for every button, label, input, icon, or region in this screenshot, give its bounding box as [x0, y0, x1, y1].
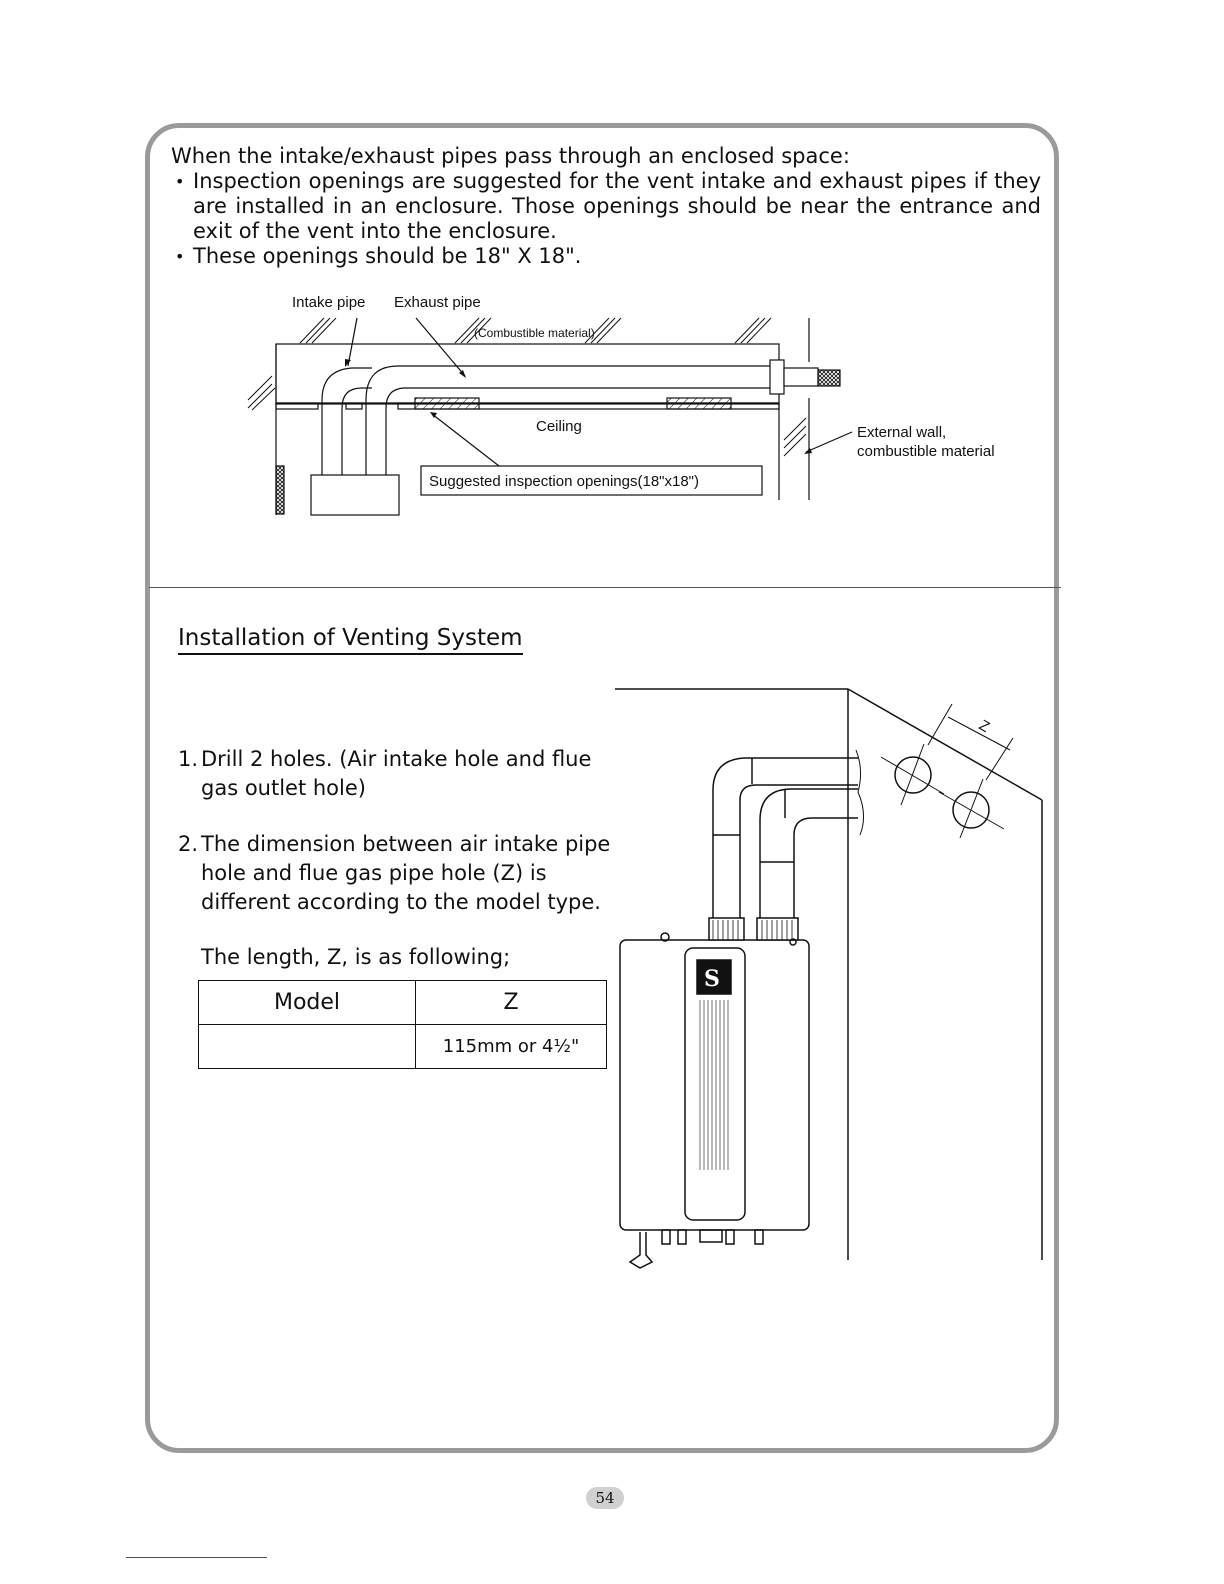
step-number: 1. [178, 747, 199, 771]
exhaust-pipe-label: Exhaust pipe [394, 294, 481, 311]
footer-line [126, 1557, 267, 1558]
combustible-label: (Combustible material) [474, 326, 595, 340]
column-header-model: Model [199, 981, 416, 1025]
page-number: 54 [586, 1487, 624, 1509]
step-text: The dimension between air intake pipe hole and flue gas pipe hole (Z) is different according to the model type. [201, 832, 611, 914]
step-text: Drill 2 holes. (Air intake hole and flue gas outlet hole) [201, 747, 592, 800]
length-note: The length, Z, is as following; [201, 945, 511, 969]
ceiling-label: Ceiling [536, 418, 582, 435]
z-dimension-label: Z [976, 716, 993, 737]
openings-label: Suggested inspection openings(18"x18") [429, 473, 699, 490]
exhaust-vent-pipe [760, 789, 858, 920]
table-cell-z: 115mm or 4½" [416, 1025, 607, 1069]
intake-pipe-label: Intake pipe [292, 294, 366, 311]
section-title: Installation of Venting System [178, 625, 523, 655]
intro-lead: When the intake/exhaust pipes pass through an enclosed space: [171, 144, 850, 168]
intro-bullet: • These openings should be 18" X 18". [171, 244, 1041, 269]
external-wall-label: External wall, [857, 424, 947, 441]
column-header-z: Z [416, 981, 607, 1025]
intro-bullet: • Inspection openings are suggested for the vent intake and exhaust pipes if they are installed in an enclosure. Those openings should be near the entrance and exit of the vent into the enclosure. [171, 169, 1041, 244]
air-intake-hole [895, 757, 931, 793]
brand-s-logo: S [704, 966, 720, 992]
step-number: 2. [178, 832, 199, 856]
intake-vent-pipe [713, 758, 858, 920]
external-wall-label: combustible material [857, 443, 995, 460]
